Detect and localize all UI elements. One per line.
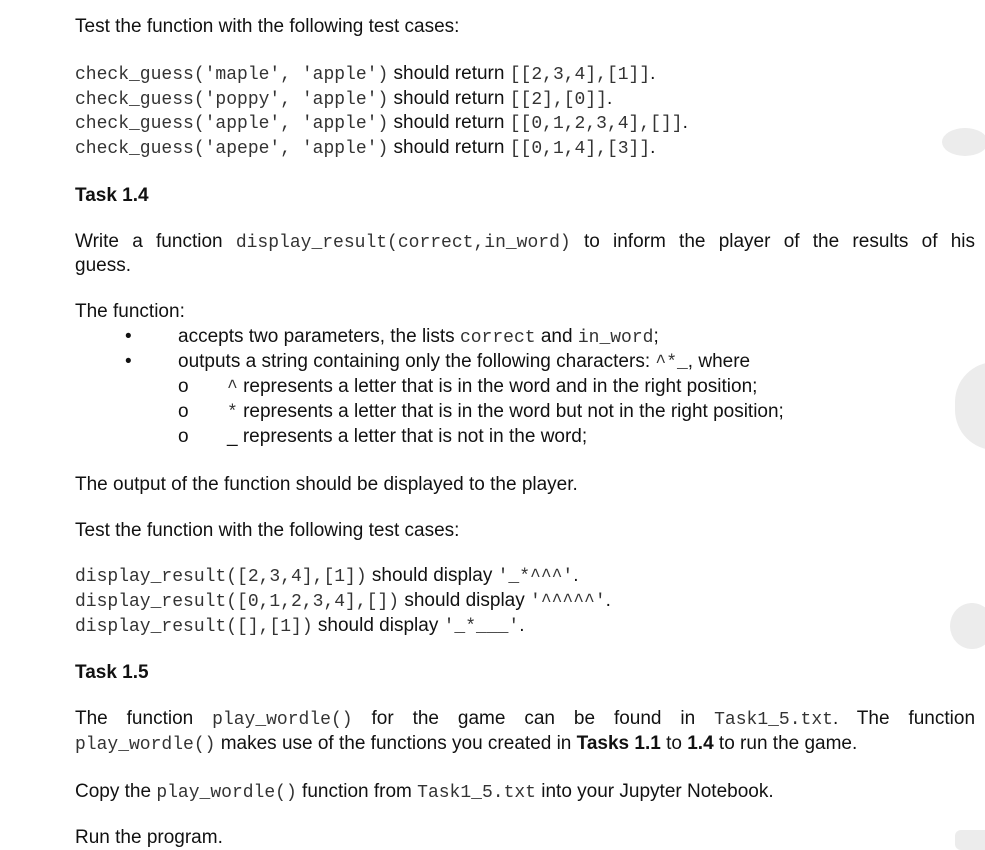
check-guess-case: check_guess('poppy', 'apple') should return [[2],[0]]. [75, 88, 613, 110]
sub-bullet-icon: o [178, 376, 189, 397]
bullet-parameters: accepts two parameters, the lists correct and in_word; [178, 326, 659, 348]
sub-bullet-icon: o [178, 401, 189, 422]
output-note: The output of the function should be displayed to the player. [75, 474, 578, 495]
task-1-4-heading: Task 1.4 [75, 185, 149, 206]
check-guess-case: check_guess('apple', 'apple') should return [[0,1,2,3,4],[]]. [75, 112, 688, 134]
function-label: The function: [75, 301, 185, 322]
run-instruction: Run the program. [75, 827, 223, 848]
task-1-4-description-cont: guess. [75, 255, 131, 276]
display-result-case: display_result([2,3,4],[1]) should display '_*^^^'. [75, 565, 579, 587]
sub-bullet-caret: ^ represents a letter that is in the word and in the right position; [227, 376, 758, 398]
check-guess-case: check_guess('apepe', 'apple') should return [[0,1,4],[3]]. [75, 137, 656, 159]
sub-bullet-underscore: _ represents a letter that is not in the word; [227, 426, 588, 447]
margin-smudge [955, 362, 985, 450]
task-1-5-paragraph: The function play_wordle() for the game can be found in Task1_5.txt. The function [75, 708, 976, 730]
display-result-case: display_result([0,1,2,3,4],[]) should display '^^^^^'. [75, 590, 611, 612]
bullet-icon: • [125, 351, 132, 372]
bullet-output: outputs a string containing only the following characters: ^*_, where [178, 351, 751, 373]
test-cases-intro: Test the function with the following test cases: [75, 16, 460, 37]
copy-instruction: Copy the play_wordle() function from Task1_5.txt into your Jupyter Notebook. [75, 781, 774, 803]
display-test-intro: Test the function with the following test cases: [75, 520, 460, 541]
margin-smudge [955, 830, 985, 850]
task-1-5-paragraph-cont: play_wordle() makes use of the functions you created in Tasks 1.1 to 1.4 to run the game. [75, 733, 858, 755]
sub-bullet-icon: o [178, 426, 189, 447]
sub-bullet-star: * represents a letter that is in the word but not in the right position; [227, 401, 784, 423]
check-guess-case: check_guess('maple', 'apple') should return [[2,3,4],[1]]. [75, 63, 656, 85]
margin-smudge [942, 128, 985, 156]
bullet-icon: • [125, 326, 132, 347]
task-1-4-description: Write a function display_result(correct,in_word) to inform the player of the results of his [75, 231, 976, 253]
task-1-5-heading: Task 1.5 [75, 662, 149, 683]
margin-smudge [950, 603, 985, 649]
display-result-case: display_result([],[1]) should display '_*___'. [75, 615, 525, 637]
